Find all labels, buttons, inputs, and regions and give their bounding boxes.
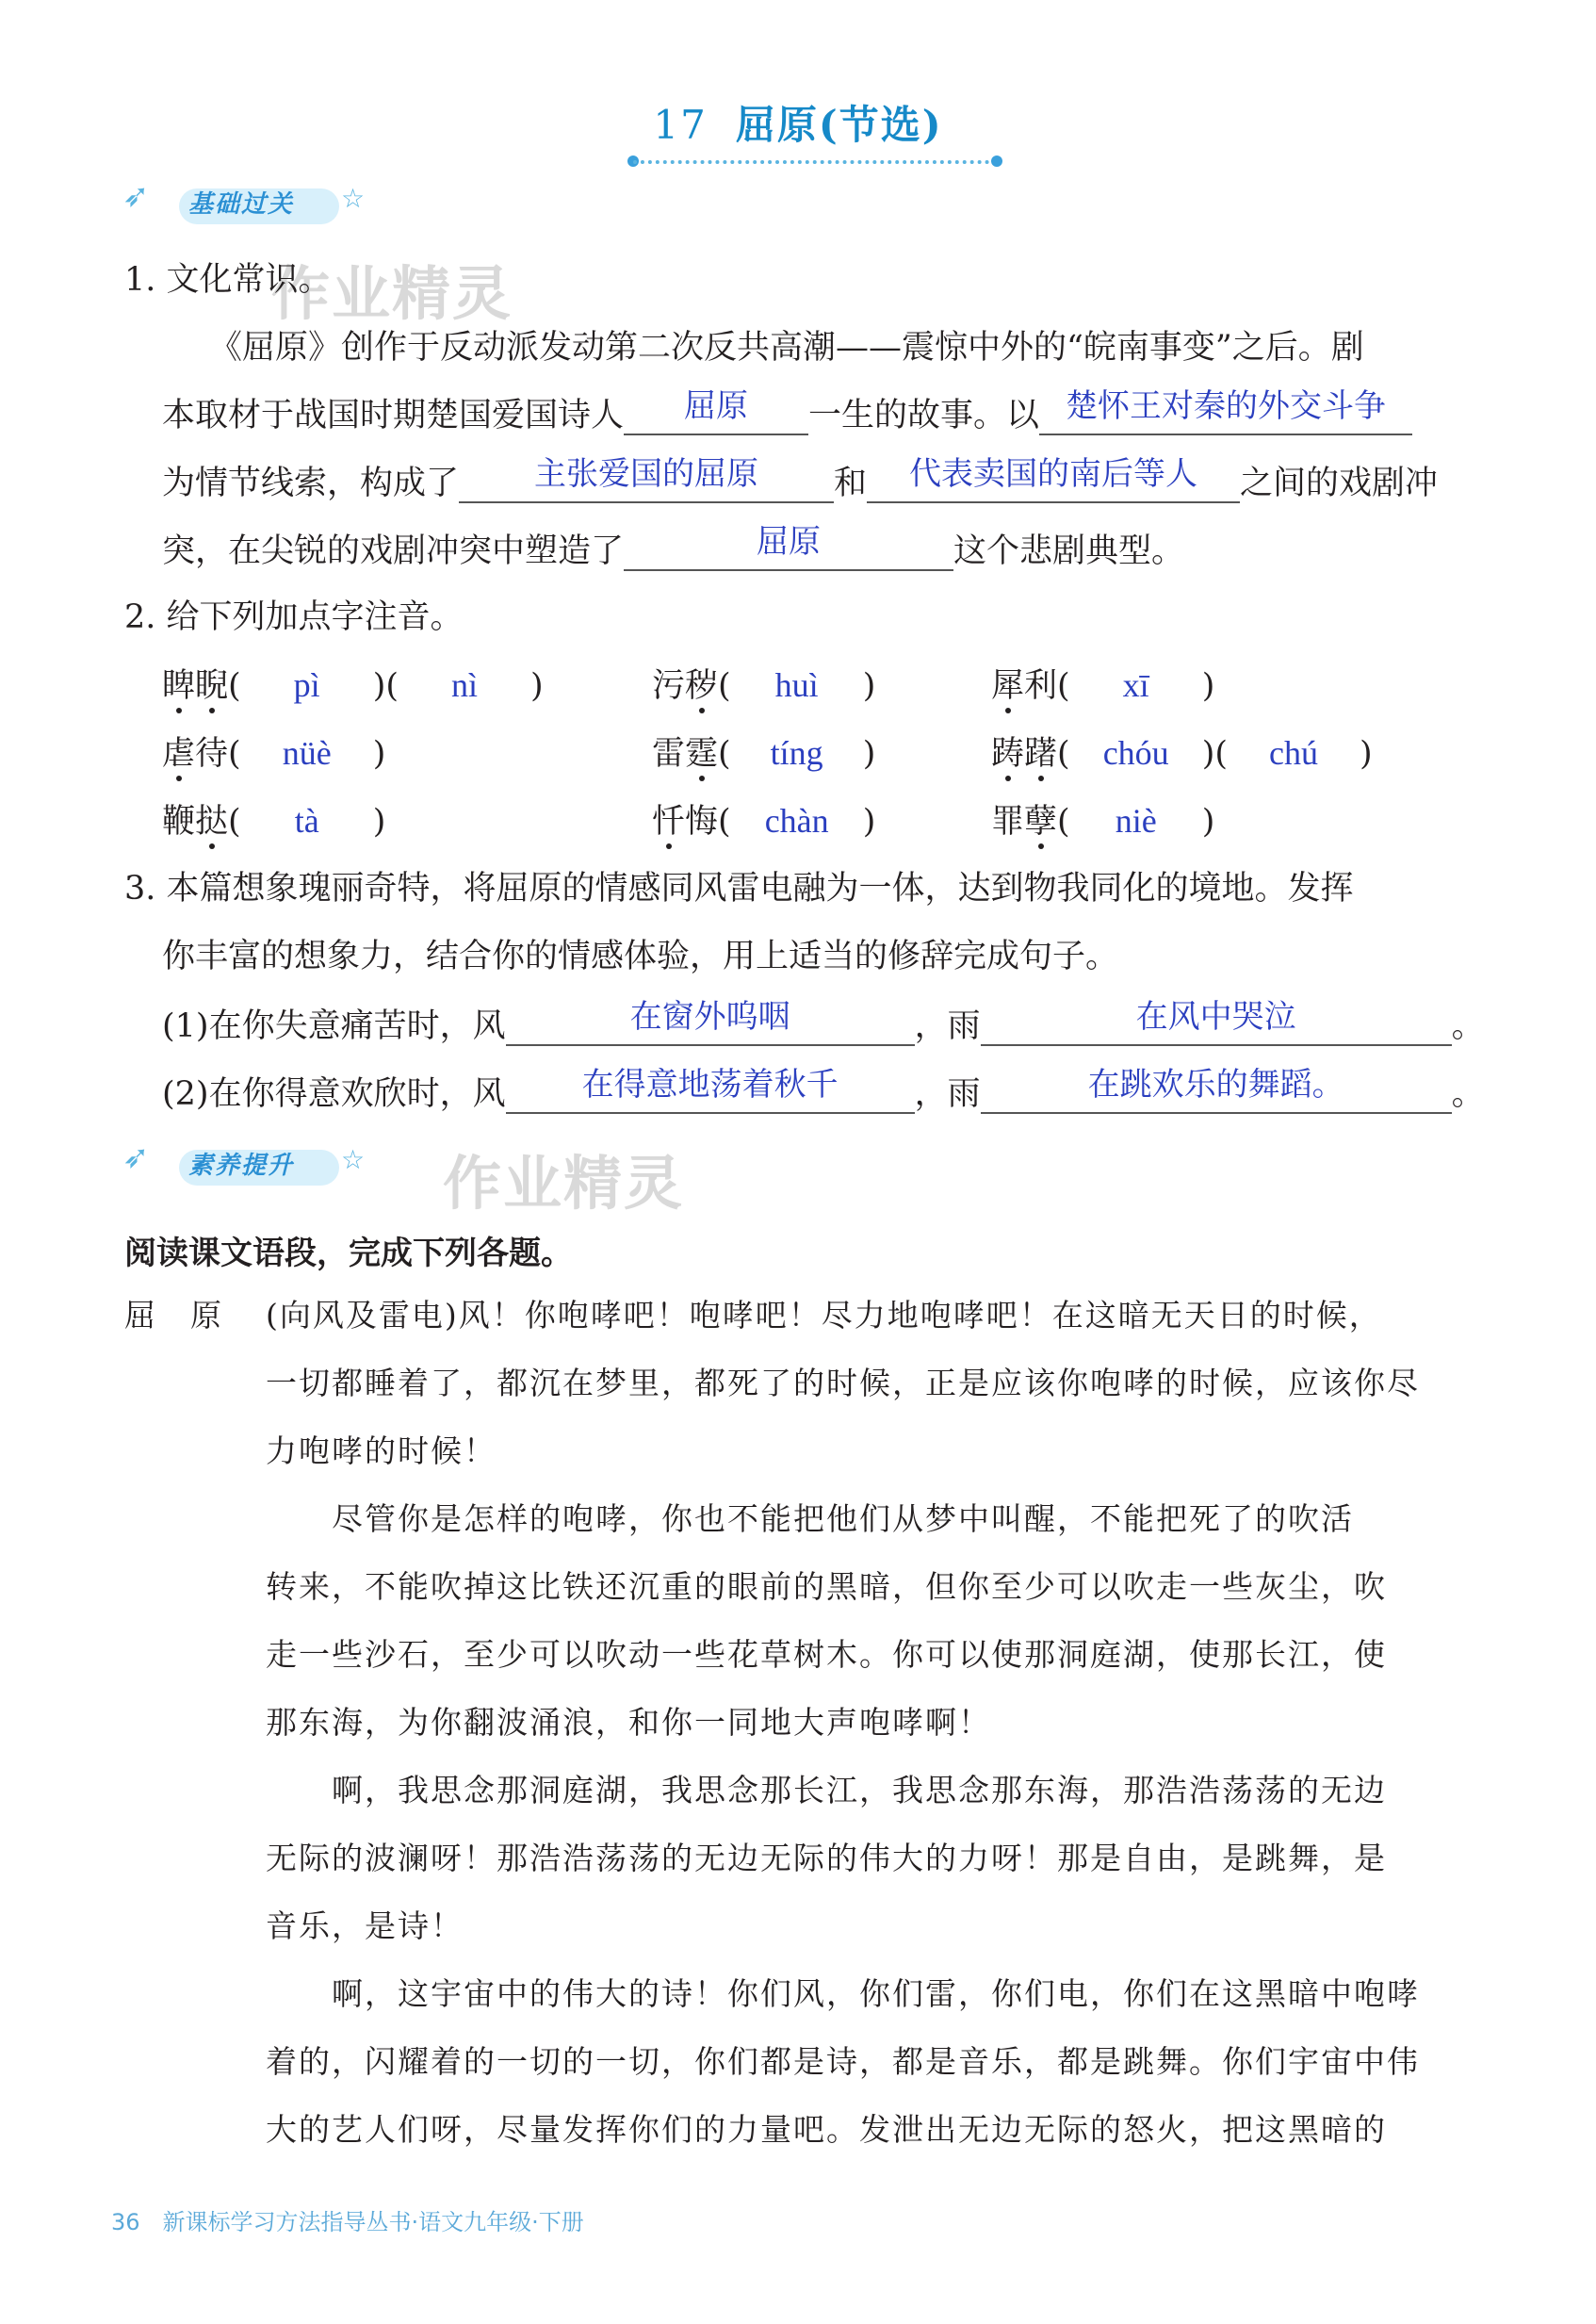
dotted-char: 秽 bbox=[685, 667, 719, 705]
pinyin-item: 忏悔( chàn ) bbox=[652, 802, 876, 841]
script-line: 大的艺人们呀，尽量发挥你们的力量吧。发泄出无边无际的怒火，把这黑暗的 bbox=[266, 2111, 1387, 2148]
q1-text: 这个悲剧典型。 bbox=[953, 532, 1185, 570]
script-line: 走一些沙石，至少可以吹动一些花草树木。你可以使那洞庭湖，使那长江，使 bbox=[266, 1636, 1387, 1673]
page-footer: 36 新课标学习方法指导丛书·语文九年级·下册 bbox=[111, 2209, 584, 2235]
dotted-char: 虐 bbox=[162, 735, 196, 773]
q3-blank bbox=[981, 998, 1452, 1046]
dotted-char: 孽 bbox=[1024, 803, 1058, 841]
watermark: 作业精灵 bbox=[443, 1149, 685, 1218]
script-line: 一切都睡着了，都沉在梦里，都死了的时候，正是应该你咆哮的时候，应该你尽 bbox=[266, 1365, 1420, 1401]
dotted-char: 霆 bbox=[685, 735, 719, 773]
q1-answer-1: 屈原 bbox=[684, 387, 749, 425]
q1-text: 之间的戏剧冲 bbox=[1240, 465, 1439, 502]
q3-text: (1)在你失意痛苦时，风 bbox=[162, 1007, 506, 1045]
pinyin-item: 雷霆( tíng ) bbox=[652, 734, 876, 773]
pinyin-answer: xī bbox=[1122, 666, 1149, 704]
dotted-char: 躇 bbox=[1024, 735, 1058, 773]
pinyin-item: 睥睨( pì )( nì ) bbox=[162, 666, 544, 705]
char: 鞭 bbox=[162, 803, 196, 841]
pinyin-answer: nì bbox=[450, 666, 478, 704]
pinyin-answer: tà bbox=[294, 802, 319, 840]
script-line: (向风及雷电)风！你咆哮吧！咆哮吧！尽力地咆哮吧！在这暗无天日的时候， bbox=[266, 1297, 1382, 1334]
q3-line2: 你丰富的想象力，结合你的情感体验，用上适当的修辞完成句子。 bbox=[162, 938, 1119, 975]
script-line: 力咆哮的时候！ bbox=[266, 1432, 497, 1469]
dotted-char: 挞 bbox=[195, 803, 229, 841]
script-passage bbox=[266, 1282, 1509, 2164]
speaker-name: 屈 原 bbox=[124, 1297, 223, 1334]
script-line: 无际的波澜呀！那浩浩荡荡的无边无际的伟大的力呀！那是自由，是跳舞，是 bbox=[266, 1840, 1387, 1876]
title-dot-right bbox=[991, 155, 1002, 167]
script-line: 音乐，是诗！ bbox=[266, 1907, 464, 1944]
pinyin-item: 犀利( xī ) bbox=[991, 666, 1215, 705]
pinyin-item: 罪孽( niè ) bbox=[991, 802, 1215, 841]
pinyin-answer: chú bbox=[1269, 734, 1318, 772]
q3-text: ，雨 bbox=[914, 1075, 981, 1113]
q3-answer: 在得意地荡着秋千 bbox=[581, 1066, 839, 1104]
pinyin-answer: chàn bbox=[764, 802, 829, 840]
q1-text: 突，在尖锐的戏剧冲突中塑造了 bbox=[162, 532, 625, 570]
q1-text: 为情节线索，构成了 bbox=[162, 465, 460, 502]
script-line: 着的，闪耀着的一切的一切，你们都是诗，都是音乐，都是跳舞。你们宇宙中伟 bbox=[266, 2043, 1420, 2080]
q3-answer: 在跳欢乐的舞蹈。 bbox=[1087, 1066, 1344, 1104]
pinyin-item: 污秽( huì ) bbox=[652, 666, 876, 705]
q1-blank-2 bbox=[1039, 387, 1412, 435]
title-underline bbox=[633, 160, 997, 164]
badge-label: 基础过关 bbox=[188, 190, 295, 219]
pinyin-item: 踌躇( chóu )( chú ) bbox=[991, 734, 1373, 773]
script-line: 啊，我思念那洞庭湖，我思念那长江，我思念那东海，那浩浩荡荡的无边 bbox=[266, 1772, 1387, 1808]
lesson-number: 17 bbox=[653, 102, 708, 148]
char: 雷 bbox=[652, 735, 686, 773]
dotted-char: 睨 bbox=[195, 667, 229, 705]
q3-blank bbox=[506, 1066, 915, 1114]
q1-heading: 1. 文化常识。 bbox=[124, 261, 332, 299]
q1-line4 bbox=[162, 523, 1185, 571]
dotted-char: 睥 bbox=[162, 667, 196, 705]
char: 待 bbox=[195, 735, 229, 773]
q3-text: (2)在你得意欢欣时，风 bbox=[162, 1075, 506, 1113]
script-line: 尽管你是怎样的咆哮，你也不能把他们从梦中叫醒，不能把死了的吹活 bbox=[266, 1500, 1354, 1537]
char: 罪 bbox=[991, 803, 1025, 841]
q3-sentence-2 bbox=[162, 1066, 1485, 1114]
q3-blank bbox=[506, 998, 915, 1046]
arrow-icon: ➶ bbox=[122, 177, 150, 215]
q1-answer-5: 屈原 bbox=[757, 523, 822, 561]
pinyin-answer: nüè bbox=[282, 734, 332, 772]
watermark: 作业精灵 bbox=[271, 259, 513, 328]
q3-sentence-1 bbox=[162, 998, 1485, 1046]
char: 利 bbox=[1024, 667, 1058, 705]
pinyin-item: 虐待( nüè ) bbox=[162, 734, 386, 773]
q3-line1: 3. 本篇想象瑰丽奇特，将屈原的情感同风雷电融为一体，达到物我同化的境地。发挥 bbox=[124, 870, 1354, 908]
q1-text: 和 bbox=[834, 465, 868, 502]
q1-blank-4 bbox=[867, 455, 1240, 503]
pinyin-answer: tíng bbox=[770, 734, 823, 772]
pinyin-answer: niè bbox=[1115, 802, 1157, 840]
star-icon: ☆ bbox=[341, 183, 366, 214]
dotted-char: 踌 bbox=[991, 735, 1025, 773]
q1-blank-3 bbox=[459, 455, 834, 503]
q1-answer-4: 代表卖国的南后等人 bbox=[909, 455, 1198, 493]
q1-line2 bbox=[162, 387, 1412, 435]
pinyin-answer: pì bbox=[293, 666, 320, 704]
q1-line3 bbox=[162, 455, 1439, 503]
q1-answer-2: 楚怀王对秦的外交斗争 bbox=[1066, 387, 1387, 425]
pinyin-answer: chóu bbox=[1102, 734, 1169, 772]
pinyin-item: 鞭挞( tà ) bbox=[162, 802, 386, 841]
q1-answer-3: 主张爱国的屈原 bbox=[534, 455, 759, 493]
script-line: 转来，不能吹掉这比铁还沉重的眼前的黑暗，但你至少可以吹走一些灰尘，吹 bbox=[266, 1568, 1387, 1605]
q1-text: 一生的故事。以 bbox=[808, 397, 1040, 434]
script-line: 啊，这宇宙中的伟大的诗！你们风，你们雷，你们电，你们在这黑暗中咆哮 bbox=[266, 1975, 1420, 2012]
star-icon: ☆ bbox=[341, 1144, 366, 1175]
char: 悔 bbox=[685, 803, 719, 841]
char: 污 bbox=[652, 667, 686, 705]
section-badge-basic bbox=[122, 177, 396, 237]
script-line: 那东海，为你翻波涌浪，和你一同地大声咆哮啊！ bbox=[266, 1704, 991, 1741]
pinyin-answer: huì bbox=[774, 666, 819, 704]
q1-blank-1 bbox=[624, 387, 808, 435]
q3-answer: 在风中哭泣 bbox=[1135, 998, 1296, 1036]
q2-heading: 2. 给下列加点字注音。 bbox=[124, 598, 464, 636]
lesson-title bbox=[0, 94, 1596, 151]
q3-text: 。 bbox=[1451, 1007, 1485, 1045]
q3-blank bbox=[981, 1066, 1452, 1114]
q1-line1: 《屈原》创作于反动派发动第二次反共高潮——震惊中外的“皖南事变”之后。剧 bbox=[209, 329, 1364, 367]
q3-text: ，雨 bbox=[914, 1007, 981, 1045]
dotted-char: 犀 bbox=[991, 667, 1025, 705]
q3-text: 。 bbox=[1451, 1075, 1485, 1113]
arrow-icon: ➶ bbox=[122, 1138, 150, 1176]
q1-blank-5 bbox=[624, 523, 953, 571]
q3-answer: 在窗外呜咽 bbox=[629, 998, 790, 1036]
q1-text: 本取材于战国时期楚国爱国诗人 bbox=[162, 397, 625, 434]
section-badge-advanced bbox=[122, 1138, 396, 1199]
badge-label: 素养提升 bbox=[188, 1152, 295, 1180]
dotted-char: 忏 bbox=[652, 803, 686, 841]
reading-instruction: 阅读课文语段，完成下列各题。 bbox=[124, 1235, 573, 1272]
lesson-title-text: 屈原(节选) bbox=[735, 102, 943, 148]
